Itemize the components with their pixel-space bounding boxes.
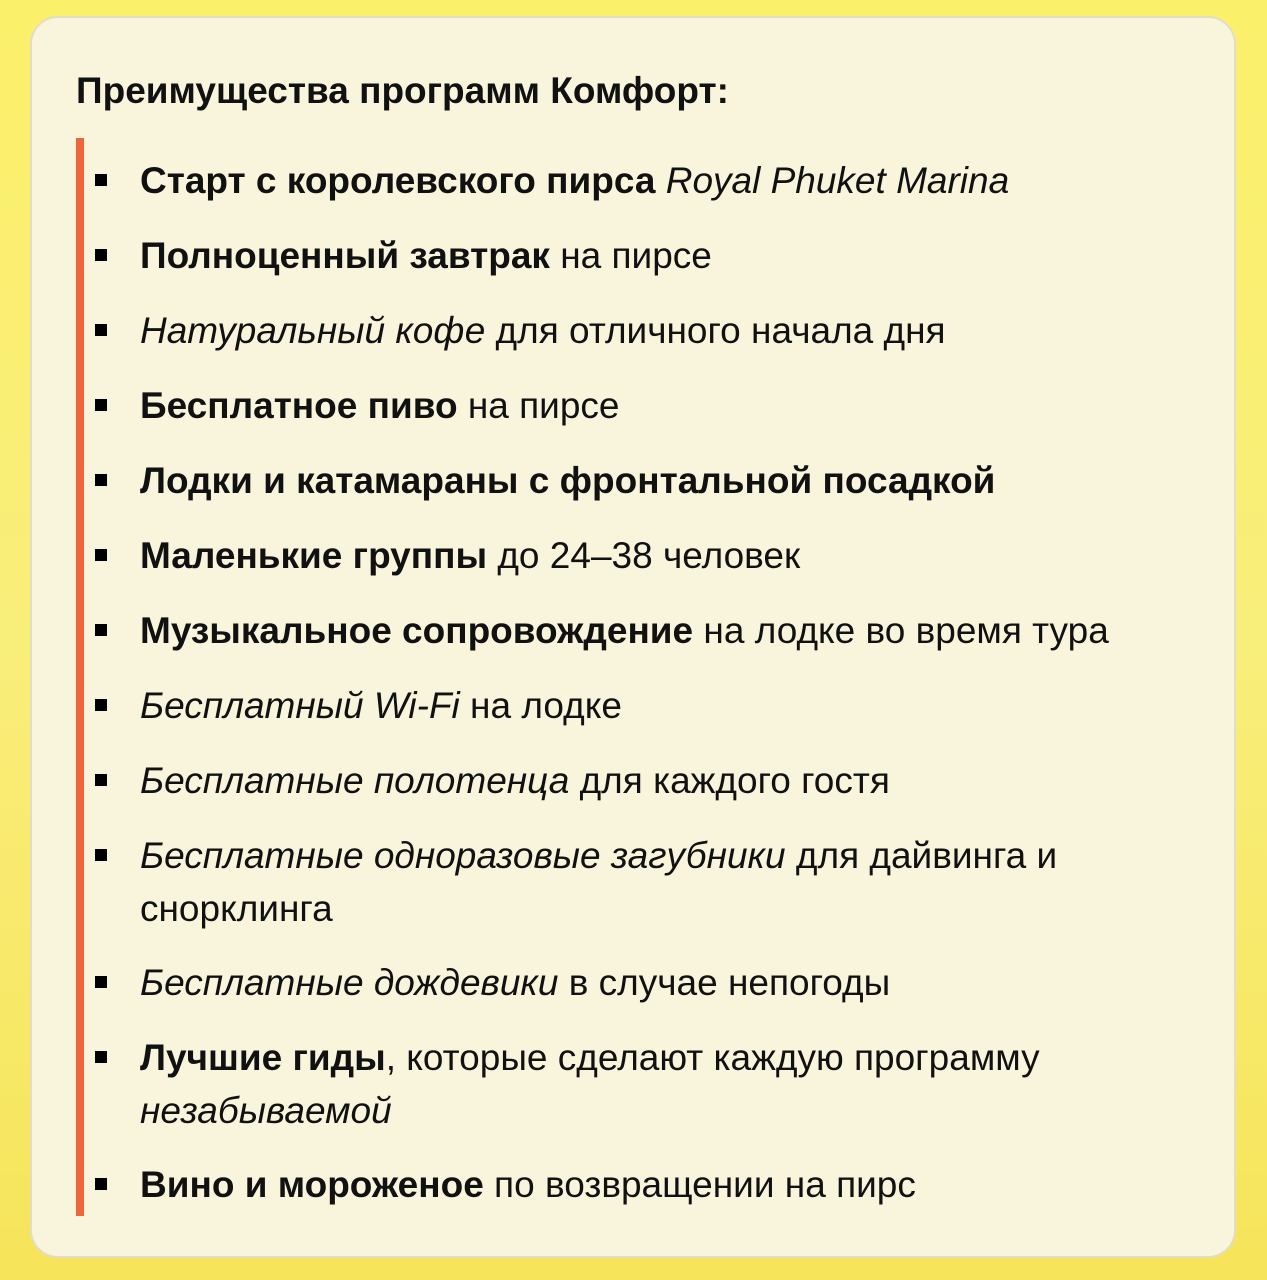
square-bullet-icon <box>95 174 107 186</box>
benefit-text-normal: для дайвинга и снорклинга <box>140 835 1058 929</box>
benefit-text-normal: для каждого гостя <box>569 760 890 801</box>
accent-bar <box>76 138 84 1216</box>
benefit-text-normal: на лодке во время тура <box>693 610 1109 651</box>
benefit-item <box>140 604 1232 657</box>
benefit-item <box>140 829 1232 935</box>
benefit-item <box>140 754 1232 807</box>
benefit-text-bold: Лодки и катамараны с фронтальной посадкой <box>140 460 996 501</box>
card-title: Преимущества программ Комфорт: <box>76 70 729 111</box>
square-bullet-icon <box>95 249 107 261</box>
benefit-text-italic: Бесплатные одноразовые загубники <box>140 835 786 876</box>
benefit-item <box>140 956 1232 1009</box>
benefit-text-bold: Маленькие группы <box>140 535 488 576</box>
benefit-text-italic: Натуральный кофе <box>140 310 486 351</box>
square-bullet-icon <box>95 549 107 561</box>
square-bullet-icon <box>95 699 107 711</box>
benefit-text-italic: незабываемой <box>140 1090 392 1131</box>
square-bullet-icon <box>95 474 107 486</box>
benefit-text-normal: до 24–38 человек <box>487 535 801 576</box>
benefit-text-normal: по возвращении на пирс <box>483 1164 916 1205</box>
benefit-text-italic: Бесплатные полотенца <box>140 760 570 801</box>
benefit-text-italic: Бесплатный Wi-Fi <box>140 685 460 726</box>
benefit-text-bold: Музыкальное сопровождение <box>140 610 694 651</box>
benefit-item <box>140 304 1232 357</box>
benefit-text-normal: в случае непогоды <box>558 962 891 1003</box>
benefit-text-normal: на пирсе <box>549 235 712 276</box>
benefit-text-italic: Бесплатные дождевики <box>140 962 559 1003</box>
benefit-item <box>140 1031 1232 1137</box>
square-bullet-icon <box>95 976 107 988</box>
square-bullet-icon <box>95 849 107 861</box>
square-bullet-icon <box>95 324 107 336</box>
square-bullet-icon <box>95 399 107 411</box>
benefit-item <box>140 154 1232 207</box>
square-bullet-icon <box>95 624 107 636</box>
benefit-text-normal: на лодке <box>459 685 622 726</box>
benefit-text-italic: Royal Phuket Marina <box>665 160 1010 201</box>
benefit-text-normal: для отличного начала дня <box>485 310 946 351</box>
square-bullet-icon <box>95 1051 107 1063</box>
benefit-text-bold: Полноценный завтрак <box>140 235 550 276</box>
benefit-item <box>140 679 1232 732</box>
benefit-text-bold: Старт с королевского пирса <box>140 160 656 201</box>
benefit-text-bold: Бесплатное пиво <box>140 385 458 426</box>
benefit-item <box>140 229 1232 282</box>
benefits-card <box>30 16 1236 1258</box>
benefit-item <box>140 529 1232 582</box>
benefit-text-bold: Вино и мороженое <box>140 1164 484 1205</box>
benefit-text-normal: , которые сделают каждую программу <box>385 1037 1040 1078</box>
benefit-item <box>140 379 1232 432</box>
benefit-text-bold: Лучшие гиды <box>140 1037 386 1078</box>
benefit-item <box>140 454 1232 507</box>
benefit-item <box>140 1158 1232 1211</box>
benefit-text-normal <box>655 160 665 201</box>
square-bullet-icon <box>95 774 107 786</box>
benefit-text-normal: на пирсе <box>457 385 620 426</box>
square-bullet-icon <box>95 1178 107 1190</box>
